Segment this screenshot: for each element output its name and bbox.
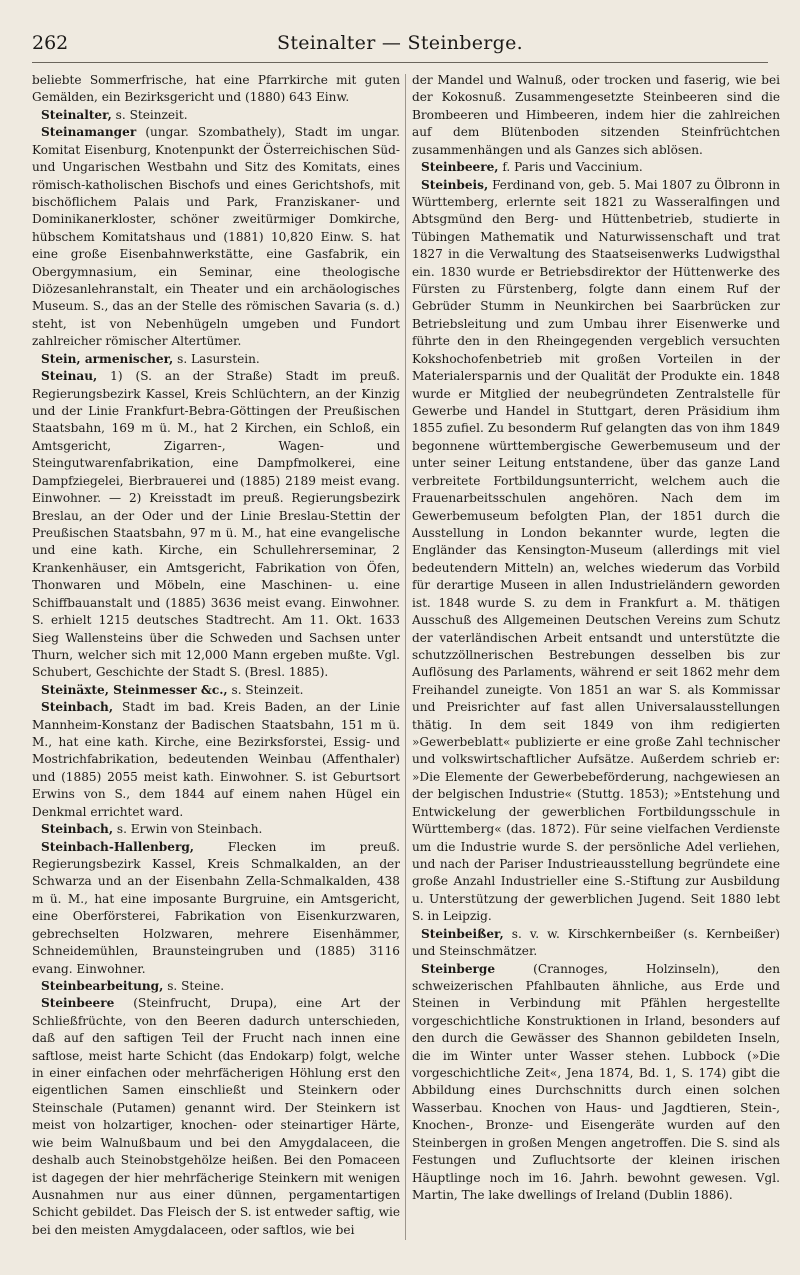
entry-headword: Steinbach,: [41, 700, 114, 715]
entry-headword: Steinbeere: [41, 996, 115, 1011]
entry-headword: Steinäxte, Steinmesser &c.,: [41, 682, 228, 697]
entry-text: (Steinfrucht, Drupa), eine Art der Schließfrüchte, von den Beeren dadurch unterschieden, daß auf den saftigen Teil der Frucht nach innen eine saftlose, meist harte Schicht (das Endokarp) folgt, welche in einer einfachen oder mehrfächerigen Höhlung erst den eigentlichen Samen einschließt und Steinkern oder Steinschale (Putamen) genannt wird. Der Steinkern ist meist von holzartiger, knochen- oder steinartiger Härte, wie beim Walnußbaum und bei den Amygdalaceen, die deshalb auch Steinobstgehölze heißen. Bei den Pomaceen ist dagegen der hier mehrfächerige Steinkern mit wenigen Ausnahmen nur aus einer dünnen, pergamentartigen Schicht gebildet. Das Fleisch der S. ist entweder saftig, wie bei den meisten Amygdalaceen, oder saftlos, wie bei: [32, 996, 400, 1237]
entry-text: Stadt im bad. Kreis Baden, an der Linie Mannheim-Konstanz der Badischen Staatsbahn, 151 m ü. M., hat eine kath. Kirche, eine Bezirksforstei, Essig- und Mostrichfabrikation, bedeutenden Weinbau (Affenthaler) und (1885) 2055 meist kath. Einwohner. S. ist Geburtsort Erwins von S., dem 1844 auf einem nahen Hügel ein Denkmal errichtet ward.: [32, 700, 400, 819]
entry-text: s. Lasurstein.: [173, 351, 260, 366]
entry-continuation: beliebte Sommerfrische, hat eine Pfarrkirche mit guten Gemälden, ein Bezirksgericht und (1880) 643 Einw.: [32, 73, 400, 105]
entry-headword: Steinberge: [421, 961, 496, 976]
entry-headword: Steinalter,: [41, 107, 112, 122]
page-header: [32, 22, 768, 63]
entry-steinbach-hallenberg: [32, 839, 400, 978]
entry-text: s. Steine.: [163, 978, 225, 993]
entry-text: s. Steinzeit.: [227, 682, 304, 697]
entry-headword: Steinbeis,: [421, 177, 489, 192]
entry-steinbeis: [412, 177, 780, 926]
running-title: Steinalter — Steinberge.: [277, 32, 523, 54]
entry-headword: Steinbach-Hallenberg,: [41, 839, 194, 854]
entry-text: s. Steinzeit.: [111, 107, 188, 122]
entry-headword: Stein, armenischer,: [41, 351, 174, 366]
entry-steinbach-erwin: [32, 821, 400, 838]
entry-steinbeere-drupa: [32, 995, 400, 1239]
page-number: 262: [32, 32, 69, 54]
entry-steinalter: [32, 107, 400, 124]
column-divider: [405, 74, 406, 1240]
entry-text: f. Paris und Vaccinium.: [498, 160, 643, 175]
entry-headword: Steinbach,: [41, 822, 114, 837]
entry-steinau: [32, 368, 400, 682]
entry-steinaexte: [32, 682, 400, 699]
entry-text: Flecken im preuß. Regierungsbezirk Kassel, Kreis Schmalkalden, an der Schwarza und an der Eisenbahn Zella-Schmalkalden, 438 m ü. M., hat eine imposante Burgruine, ein Amtsgericht, eine Oberförsterei, Fabrikation von Eisenkurzwaren, gebrechselten Holzwaren, mehrere Eisenhämmer, Schneidemühlen, Braunsteingruben und (1885) 3116 evang. Einwohner.: [32, 839, 400, 976]
entry-text: 1) (S. an der Straße) Stadt im preuß. Regierungsbezirk Kassel, Kreis Schlüchtern, an der Kinzig und der Linie Frankfurt-Bebra-Göttingen der Preußischen Staatsbahn, 169 m ü. M., hat 2 Kirchen, ein Schloß, ein Amtsgericht, Zigarren-, Wagen- und Steingutwarenfabrikation, eine Dampfmolkerei, eine Dampfziegelei, Bierbrauerei und (1885) 2189 meist evang. Einwohner. — 2) Kreisstadt im preuß. Regierungsbezirk Breslau, an der Oder und der Linie Breslau-Stettin der Preußischen Staatsbahn, 97 m ü. M., hat eine evangelische und eine kath. Kirche, ein Schullehrerseminar, 2 Krankenhäuser, ein Amtsgericht, Fabrikation von Öfen, Thonwaren und Möbeln, eine Maschinen- u. eine Schiffbauanstalt und (1885) 3636 meist evang. Einwohner. S. erhielt 1215 deutsches Stadtrecht. Am 11. Okt. 1633 Sieg Wallensteins über die Schweden und Sachsen unter Thurn, welcher sich mit 12,000 Mann ergeben mußte. Vgl. Schubert, Geschichte der Stadt S. (Bresl. 1885).: [32, 369, 400, 680]
entry-steinbearbeitung: [32, 978, 400, 995]
entry-text: (Crannoges, Holzinseln), den schweizerischen Pfahlbauten ähnliche, aus Erde und Steinen in Verbindung mit Pfählen hergestellte vorgeschichtliche Konstruktionen in Irland, besonders auf den durch die Gewässer des Shannon gebildeten Inseln, die im Winter unter Wasser stehen. Lubbock (»Die vorgeschichtliche Zeit«, Jena 1874, Bd. 1, S. 174) gibt die Abbildung eines Durchschnitts durch einen solchen Wasserbau. Knochen von Haus- und Jagdtieren, Stein-, Knochen-, Bronze- und Eisengeräte wurden auf den Steinbergen in großen Mengen angetroffen. Die S. sind als Festungen und Zufluchtsorte der kleinen irischen Häuptlinge noch im 16. Jahrh. bewohnt gewesen. Vgl. Martin, The lake dwellings of Ireland (Dublin 1886).: [412, 961, 780, 1202]
entry-steinbeisser: [412, 926, 780, 961]
entry-text: s. v. w. Kirschkernbeißer (s. Kernbeißer) und Steinschmätzer.: [412, 926, 780, 959]
left-column: [32, 72, 400, 1242]
entry-steinbeere-paris: [412, 159, 780, 176]
right-column: [412, 72, 780, 1242]
entry-steinamanger: [32, 124, 400, 350]
entry-headword: Steinbeere,: [421, 160, 499, 175]
entry-headword: Steinau,: [41, 369, 98, 384]
entry-continuation: der Mandel und Walnuß, oder trocken und faserig, wie bei der Kokosnuß. Zusammengesetzte Steinbeeren sind die Brombeeren und Himbeeren, indem hier die zahlreichen auf dem Blütenboden sitzenden Steinfrüchtchen zusammenhängen und als Ganzes sich ablösen.: [412, 73, 780, 157]
entry-text: s. Erwin von Steinbach.: [113, 822, 263, 837]
entry-headword: Steinbeißer,: [421, 926, 504, 941]
entry-text: (ungar. Szombathely), Stadt im ungar. Komitat Eisenburg, Knotenpunkt der Österreichischen Süd- und Ungarischen Westbahn und Sitz des Komitats, eines römisch-katholischen Bischofs und eines Gerichtshofs, mit bischöflichem Palais und Park, Franziskaner- und Dominikanerkloster, schöner zweitürmiger Domkirche, hübschem Komitatshaus und (1881) 10,820 Einw. S. hat eine große Eisenbahnwerkstätte, eine Gasfabrik, ein Obergymnasium, ein Seminar, eine theologische Diözesanlehranstalt, ein Theater und ein archäologisches Museum. S., das an der Stelle des römischen Savaria (s. d.) steht, ist von Nebenhügeln umgeben und Fundort zahlreicher römischer Altertümer.: [32, 125, 400, 349]
entry-steinberge: [412, 961, 780, 1205]
entry-headword: Steinbearbeitung,: [41, 978, 164, 993]
entry-stein-armenischer: [32, 351, 400, 368]
entry-text: Ferdinand von, geb. 5. Mai 1807 zu Ölbronn in Württemberg, erlernte seit 1821 zu Wasseralfingen und Abtsgmünd den Berg- und Hüttenbetrieb, studierte in Tübingen Mathematik und Naturwissenschaft und trat 1827 in die Verwaltung des Staatseisenwerks Ludwigsthal ein. 1830 wurde er Betriebsdirektor der Hüttenwerke des Fürsten zu Fürstenberg, folgte dann einem Ruf der Gebrüder Stumm in Neunkirchen bei Saarbrücken zur Betriebsleitung und zum Umbau ihrer Eisenwerke und führte den in den Rheingegenden vergeblich versuchten Kokshochofenbetrieb mit großen Vorteilen in der Materialersparnis und der Qualität der Produkte ein. 1848 wurde er Mitglied der neubegründeten Zentralstelle für Gewerbe und Handel in Stuttgart, deren Präsidium ihm 1855 zufiel. Zu besonderm Ruf gelangten das von ihm 1849 begonnene württembergische Gewerbemuseum und der unter seiner Leitung entstandene, über das ganze Land verbreitete Fortbildungsunterricht, welchem auch die Frauenarbeitsschulen angehören. Nach dem im Gewerbemuseum befolgten Plan, der 1851 durch die Ausstellung in London bekannter wurde, legten die Engländer das Kensington-Museum (allerdings mit viel bedeutendern Mitteln) an, welches wiederum das Vorbild für derartige Museen in allen Industrieländern geworden ist. 1848 wurde S. zu dem in Frankfurt a. M. thätigen Ausschuß des Allgemeinen Deutschen Vereins zum Schutz der vaterländischen Arbeit entsandt und unterstützte die schutzzöllnerischen Bestrebungen desselben bis zur Auflösung des Parlaments, während er seit 1862 mehr dem Freihandel zuneigte. Von 1851 an war S. als Kommissar und Preisrichter auf fast allen Universalausstellungen thätig. In dem seit 1849 von ihm redigierten »Gewerbeblatt« publizierte er eine große Zahl technischer und volkswirtschaftlicher Aufsätze. Außerdem schrieb er: »Die Elemente der Gewerbebeförderung, nachgewiesen an der belgischen Industrie« (Stuttg. 1853); »Entstehung und Entwickelung der gewerblichen Fortbildungsschule in Württemberg« (das. 1872). Für seine vielfachen Verdienste um die Industrie wurde S. der persönliche Adel verliehen, und nach der Pariser Industrieausstellung begründete eine große Anzahl Industrieller eine S.-Stiftung zur Ausbildung u. Unterstützung der gewerblichen Jugend. Seit 1880 lebt S. in Leipzig.: [412, 177, 780, 924]
entry-steinbach-baden: [32, 699, 400, 821]
entry-headword: Steinamanger: [41, 125, 137, 140]
